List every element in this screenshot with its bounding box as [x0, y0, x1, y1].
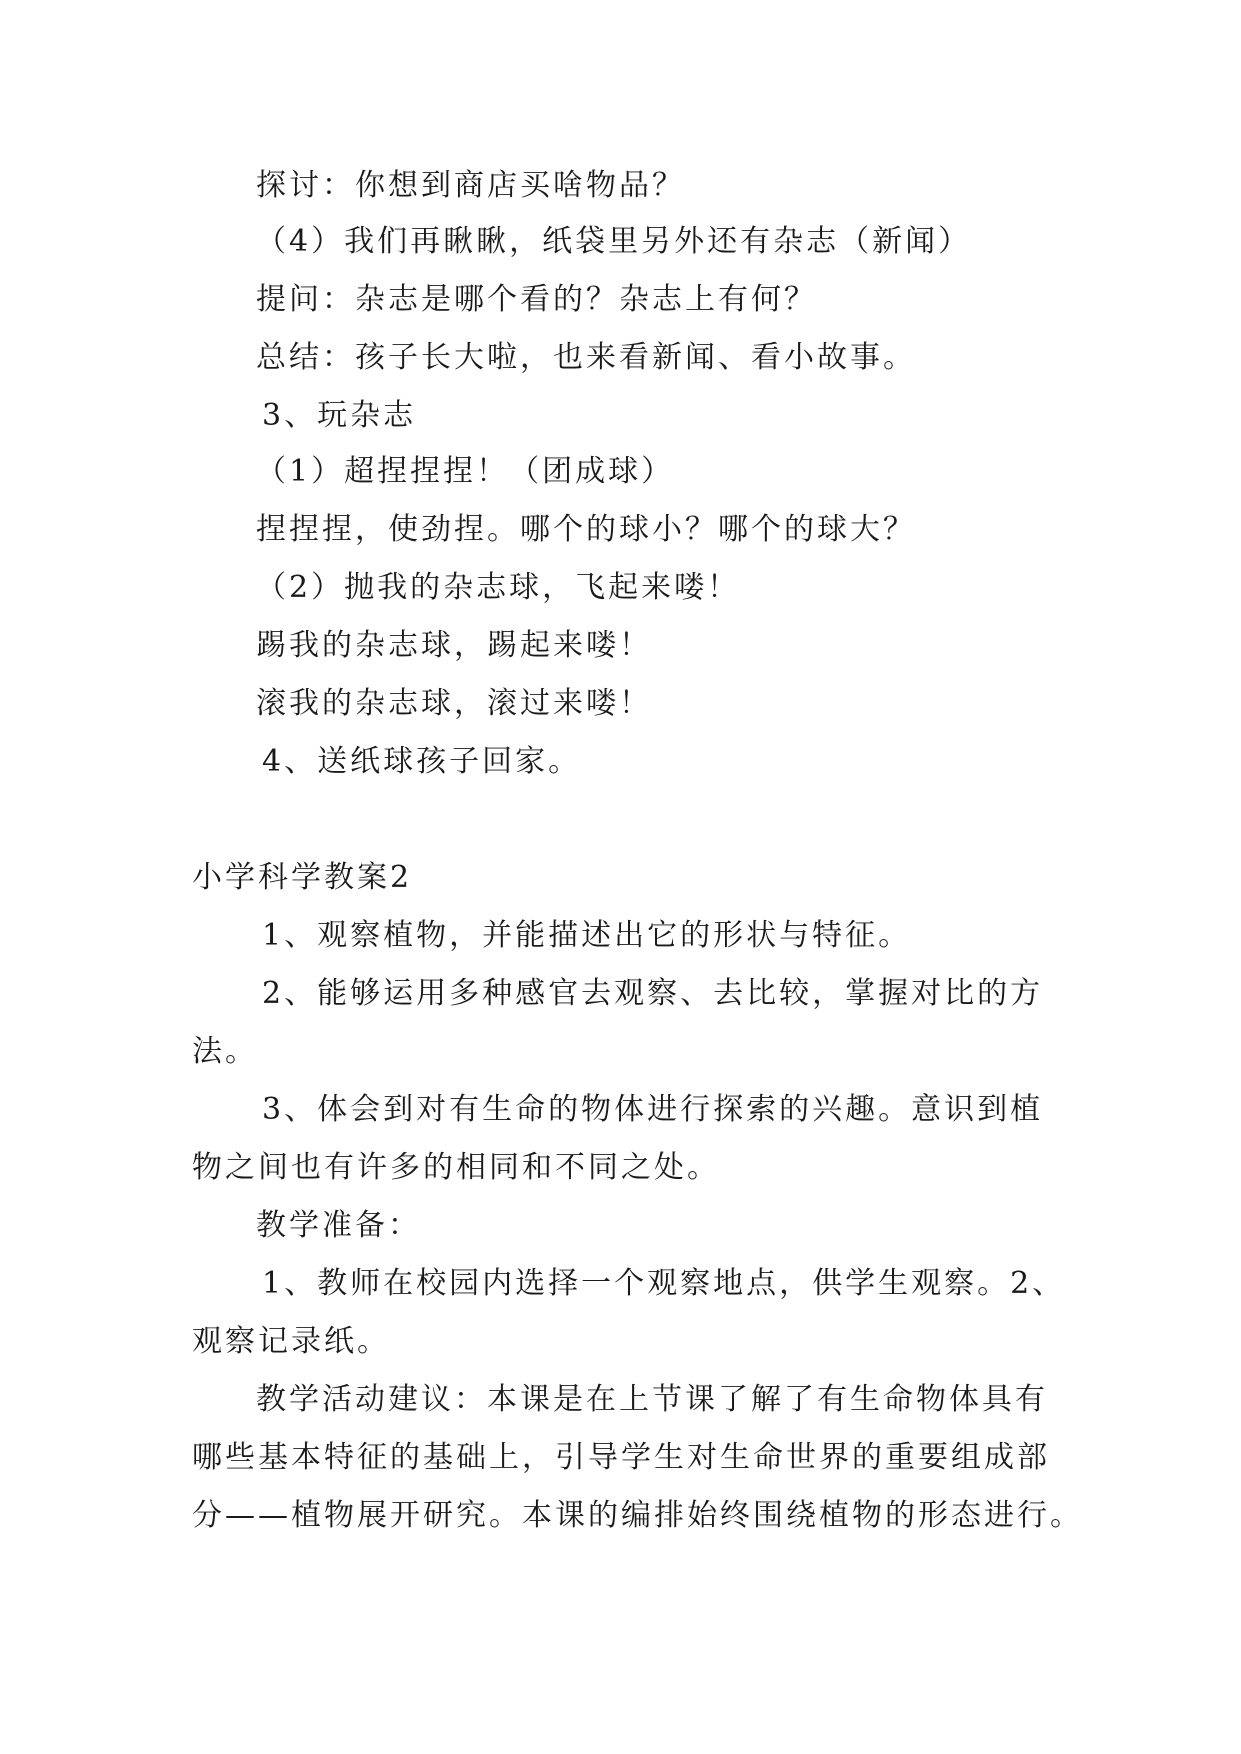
text-line: 1、教师在校园内选择一个观察地点，供学生观察。2、	[262, 1266, 1066, 1301]
text-line: 观察记录纸。	[192, 1324, 390, 1359]
text-line: 哪些基本特征的基础上，引导学生对生命世界的重要组成部	[192, 1440, 1050, 1475]
text-line: 2、能够运用多种感官去观察、去比较，掌握对比的方	[262, 976, 1044, 1011]
text-line: （2）抛我的杂志球，飞起来喽！	[256, 570, 741, 605]
text-line: 分——植物展开研究。本课的编排始终围绕植物的形态进行。	[192, 1498, 1083, 1533]
text-line: 总结：孩子长大啦，也来看新闻、看小故事。	[256, 340, 916, 375]
text-line: 3、体会到对有生命的物体进行探索的兴趣。意识到植	[262, 1092, 1044, 1127]
section-title: 小学科学教案2	[192, 860, 413, 895]
text-line: 教学活动建议：本课是在上节课了解了有生命物体具有	[256, 1382, 1048, 1417]
text-line: 3、玩杂志	[262, 398, 417, 433]
text-line: 踢我的杂志球，踢起来喽！	[256, 628, 652, 663]
text-line: （1）超捏捏捏！（团成球）	[256, 454, 675, 489]
text-line: 物之间也有许多的相同和不同之处。	[192, 1150, 720, 1185]
text-line: 法。	[192, 1034, 258, 1069]
text-line: （4）我们再瞅瞅，纸袋里另外还有杂志（新闻）	[256, 224, 972, 259]
text-line: 教学准备：	[256, 1208, 421, 1243]
text-line: 滚我的杂志球，滚过来喽！	[256, 686, 652, 721]
text-line: 探讨：你想到商店买啥物品？	[256, 168, 685, 203]
text-line: 提问：杂志是哪个看的？杂志上有何？	[256, 282, 817, 317]
text-line: 4、送纸球孩子回家。	[262, 744, 582, 779]
text-line: 1、观察植物，并能描述出它的形状与特征。	[262, 918, 912, 953]
text-line: 捏捏捏，使劲捏。哪个的球小？哪个的球大？	[256, 512, 916, 547]
